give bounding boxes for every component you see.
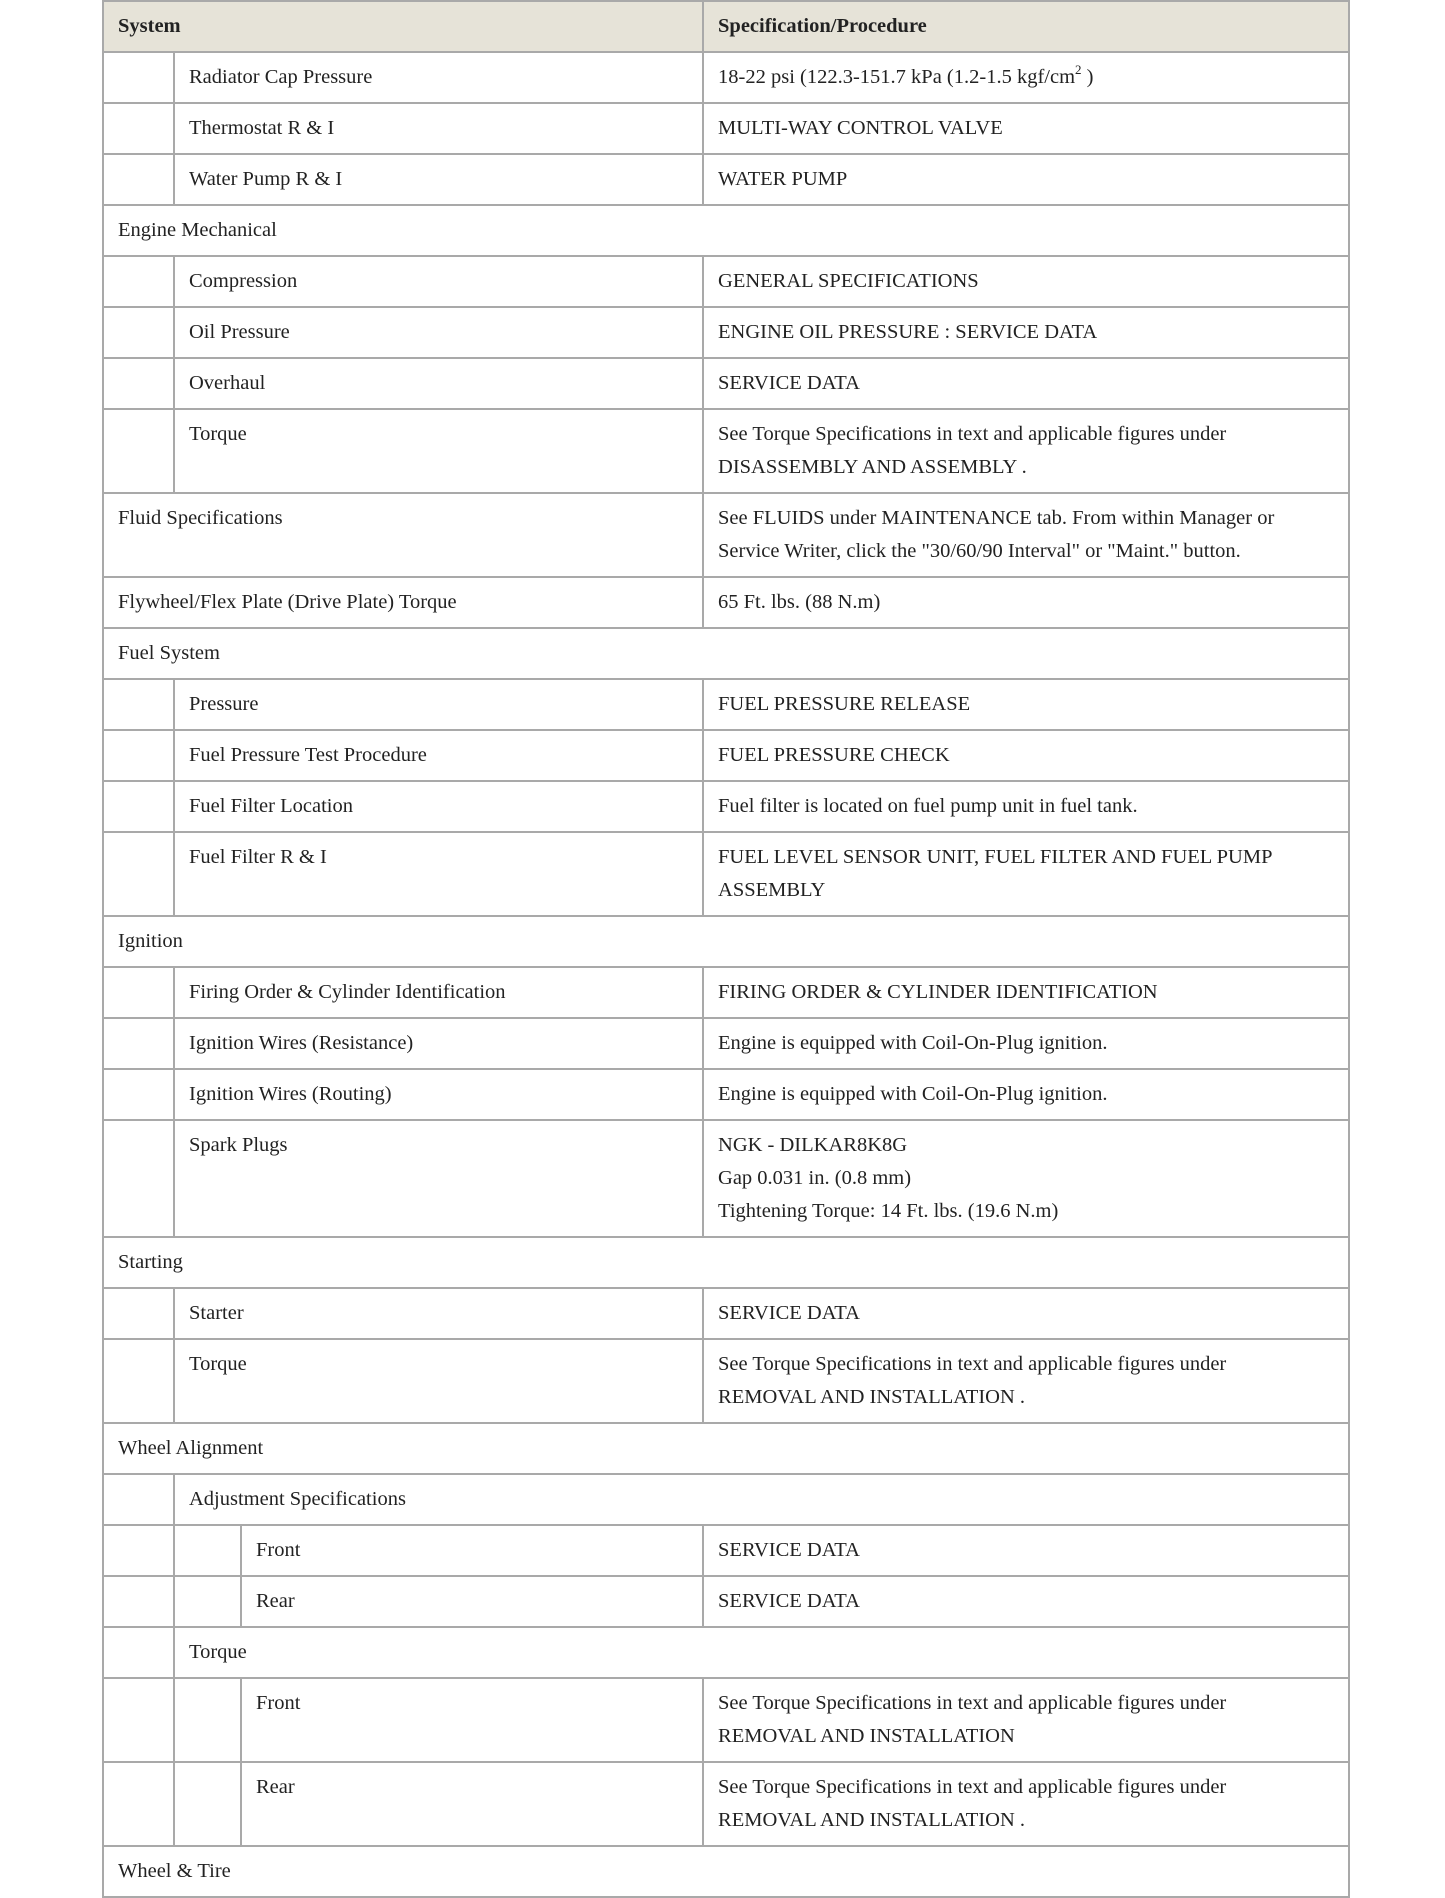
table-row	[103, 1120, 1349, 1237]
spec-cell	[703, 409, 1349, 493]
indent-cell	[103, 1120, 174, 1237]
table-row	[103, 52, 1349, 103]
spec-line-text: MULTI-WAY CONTROL VALVE	[718, 117, 1003, 139]
spec-line	[718, 874, 1334, 907]
indent-cell	[174, 1762, 241, 1846]
spec-line	[718, 61, 1334, 94]
spec-line	[718, 1534, 1334, 1567]
spec-line	[718, 790, 1334, 823]
spec-line	[718, 841, 1334, 874]
indent-cell	[103, 781, 174, 832]
spec-line	[718, 1078, 1334, 1111]
system-cell: Engine Mechanical	[103, 205, 1349, 256]
indent-cell	[103, 1525, 174, 1576]
system-cell: Wheel Alignment	[103, 1423, 1349, 1474]
table-row	[103, 781, 1349, 832]
table-row	[103, 103, 1349, 154]
system-cell: Fuel Filter R & I	[174, 832, 703, 916]
system-cell: Radiator Cap Pressure	[174, 52, 703, 103]
spec-cell	[703, 1678, 1349, 1762]
spec-line	[718, 265, 1334, 298]
spec-cell	[703, 154, 1349, 205]
indent-cell	[174, 1678, 241, 1762]
spec-line-text: Service Writer, click the "30/60/90 Interval" or "Maint." button.	[718, 540, 1241, 562]
spec-cell	[703, 577, 1349, 628]
system-cell: Pressure	[174, 679, 703, 730]
indent-cell	[103, 1576, 174, 1627]
system-cell: Fuel System	[103, 628, 1349, 679]
spec-cell	[703, 832, 1349, 916]
spec-line	[718, 1381, 1334, 1414]
system-cell: Front	[241, 1678, 703, 1762]
indent-cell	[103, 1474, 174, 1525]
indent-cell	[103, 1678, 174, 1762]
indent-cell	[103, 1762, 174, 1846]
indent-cell	[103, 1339, 174, 1423]
indent-cell	[103, 1069, 174, 1120]
system-cell: Front	[241, 1525, 703, 1576]
spec-cell	[703, 1120, 1349, 1237]
spec-line-text: Gap 0.031 in. (0.8 mm)	[718, 1167, 912, 1189]
table-row	[103, 1627, 1349, 1678]
table-row	[103, 1474, 1349, 1525]
indent-cell	[103, 52, 174, 103]
spec-cell	[703, 493, 1349, 577]
indent-cell	[103, 832, 174, 916]
spec-line-text: FUEL PRESSURE CHECK	[718, 744, 950, 766]
system-cell: Oil Pressure	[174, 307, 703, 358]
spec-cell	[703, 730, 1349, 781]
table-row	[103, 358, 1349, 409]
system-cell: Flywheel/Flex Plate (Drive Plate) Torque	[103, 577, 703, 628]
system-cell: Torque	[174, 409, 703, 493]
section-row	[103, 1423, 1349, 1474]
spec-line-text: DISASSEMBLY AND ASSEMBLY .	[718, 456, 1027, 478]
spec-line-text: Engine is equipped with Coil-On-Plug ignition.	[718, 1083, 1108, 1105]
system-cell: Rear	[241, 1576, 703, 1627]
spec-cell	[703, 1525, 1349, 1576]
section-row	[103, 916, 1349, 967]
spec-line-text: REMOVAL AND INSTALLATION .	[718, 1386, 1026, 1408]
spec-line	[718, 535, 1334, 568]
system-cell: Ignition Wires (Resistance)	[174, 1018, 703, 1069]
spec-suffix: )	[1081, 66, 1094, 88]
table-row	[103, 409, 1349, 493]
system-cell: Fuel Filter Location	[174, 781, 703, 832]
table-row	[103, 256, 1349, 307]
table-row	[103, 493, 1349, 577]
system-cell: Adjustment Specifications	[174, 1474, 1349, 1525]
table-row	[103, 1339, 1349, 1423]
table-row	[103, 1288, 1349, 1339]
spec-cell	[703, 967, 1349, 1018]
section-row	[103, 1846, 1349, 1897]
spec-cell	[703, 679, 1349, 730]
table-row	[103, 307, 1349, 358]
spec-line	[718, 586, 1334, 619]
spec-line	[718, 1348, 1334, 1381]
spec-line	[718, 1687, 1334, 1720]
spec-line-text: 65 Ft. lbs. (88 N.m)	[718, 591, 881, 613]
spec-line-text: SERVICE DATA	[718, 1539, 860, 1561]
system-cell: Compression	[174, 256, 703, 307]
table-row	[103, 679, 1349, 730]
indent-cell	[174, 1576, 241, 1627]
spec-cell	[703, 307, 1349, 358]
indent-cell	[103, 730, 174, 781]
spec-line	[718, 739, 1334, 772]
indent-cell	[103, 409, 174, 493]
system-column-header: System	[103, 1, 703, 52]
specification-table	[102, 0, 1350, 1898]
section-row	[103, 205, 1349, 256]
table-row	[103, 1762, 1349, 1846]
table-row	[103, 730, 1349, 781]
spec-line-text: See FLUIDS under MAINTENANCE tab. From within Manager or	[718, 507, 1275, 529]
spec-line-text: ASSEMBLY	[718, 879, 826, 901]
indent-cell	[103, 679, 174, 730]
indent-cell	[103, 1288, 174, 1339]
spec-line	[718, 316, 1334, 349]
system-cell: Fuel Pressure Test Procedure	[174, 730, 703, 781]
system-cell: Water Pump R & I	[174, 154, 703, 205]
table-row	[103, 832, 1349, 916]
spec-line	[718, 451, 1334, 484]
indent-cell	[103, 256, 174, 307]
indent-cell	[103, 307, 174, 358]
spec-line	[718, 688, 1334, 721]
spec-line-text: WATER PUMP	[718, 168, 848, 190]
spec-line-text: SERVICE DATA	[718, 372, 860, 394]
spec-line	[718, 1720, 1334, 1753]
spec-line-text: Engine is equipped with Coil-On-Plug ignition.	[718, 1032, 1108, 1054]
spec-line-text: See Torque Specifications in text and applicable figures under	[718, 1692, 1227, 1714]
table-row	[103, 967, 1349, 1018]
spec-line-text: Tightening Torque: 14 Ft. lbs. (19.6 N.m)	[718, 1200, 1059, 1222]
spec-line-text: See Torque Specifications in text and applicable figures under	[718, 1353, 1227, 1375]
spec-cell	[703, 1339, 1349, 1423]
spec-cell	[703, 1762, 1349, 1846]
spec-line	[718, 1162, 1334, 1195]
section-row	[103, 1237, 1349, 1288]
spec-line-text: 18-22 psi (122.3-151.7 kPa (1.2-1.5 kgf/cm	[718, 66, 1076, 88]
spec-line	[718, 1771, 1334, 1804]
spec-line-text: SERVICE DATA	[718, 1302, 860, 1324]
table-body	[103, 52, 1349, 1897]
spec-line-text: NGK - DILKAR8K8G	[718, 1134, 908, 1156]
spec-line	[718, 367, 1334, 400]
spec-line	[718, 1585, 1334, 1618]
indent-cell	[103, 103, 174, 154]
spec-line-text: REMOVAL AND INSTALLATION	[718, 1725, 1015, 1747]
table-header-row	[103, 1, 1349, 52]
system-cell: Starter	[174, 1288, 703, 1339]
spec-line-text: REMOVAL AND INSTALLATION .	[718, 1809, 1026, 1831]
system-cell: Overhaul	[174, 358, 703, 409]
system-cell: Torque	[174, 1339, 703, 1423]
spec-line	[718, 976, 1334, 1009]
indent-cell	[103, 358, 174, 409]
section-row	[103, 628, 1349, 679]
spec-line-text: GENERAL SPECIFICATIONS	[718, 270, 979, 292]
spec-cell	[703, 1018, 1349, 1069]
spec-line	[718, 1027, 1334, 1060]
system-cell: Ignition Wires (Routing)	[174, 1069, 703, 1120]
spec-line	[718, 502, 1334, 535]
spec-line-text: FUEL PRESSURE RELEASE	[718, 693, 971, 715]
spec-line-text: FUEL LEVEL SENSOR UNIT, FUEL FILTER AND FUEL PUMP	[718, 846, 1273, 868]
system-cell: Torque	[174, 1627, 1349, 1678]
spec-cell	[703, 256, 1349, 307]
indent-cell	[103, 1627, 174, 1678]
spec-line	[718, 1804, 1334, 1837]
spec-column-header: Specification/Procedure	[703, 1, 1349, 52]
system-cell: Ignition	[103, 916, 1349, 967]
table-row	[103, 1678, 1349, 1762]
spec-cell	[703, 781, 1349, 832]
system-cell: Spark Plugs	[174, 1120, 703, 1237]
spec-line-text: FIRING ORDER & CYLINDER IDENTIFICATION	[718, 981, 1158, 1003]
system-cell: Firing Order & Cylinder Identification	[174, 967, 703, 1018]
table-row	[103, 1069, 1349, 1120]
spec-line-text: SERVICE DATA	[718, 1590, 860, 1612]
table-row	[103, 1525, 1349, 1576]
spec-cell	[703, 52, 1349, 103]
spec-line	[718, 418, 1334, 451]
spec-line	[718, 1129, 1334, 1162]
system-cell: Wheel & Tire	[103, 1846, 1349, 1897]
table-row	[103, 577, 1349, 628]
spec-cell	[703, 1288, 1349, 1339]
table-row	[103, 154, 1349, 205]
spec-cell	[703, 103, 1349, 154]
superscript: 2	[1075, 62, 1082, 77]
spec-line-text: Fuel filter is located on fuel pump unit in fuel tank.	[718, 795, 1138, 817]
indent-cell	[174, 1525, 241, 1576]
spec-line	[718, 163, 1334, 196]
system-cell: Starting	[103, 1237, 1349, 1288]
spec-cell	[703, 1069, 1349, 1120]
system-cell: Rear	[241, 1762, 703, 1846]
system-cell: Fluid Specifications	[103, 493, 703, 577]
table-row	[103, 1576, 1349, 1627]
spec-line	[718, 1297, 1334, 1330]
indent-cell	[103, 967, 174, 1018]
spec-line-text: See Torque Specifications in text and applicable figures under	[718, 423, 1227, 445]
indent-cell	[103, 154, 174, 205]
spec-cell	[703, 358, 1349, 409]
spec-line	[718, 1195, 1334, 1228]
table-row	[103, 1018, 1349, 1069]
indent-cell	[103, 1018, 174, 1069]
spec-cell	[703, 1576, 1349, 1627]
spec-line	[718, 112, 1334, 145]
spec-line-text: See Torque Specifications in text and applicable figures under	[718, 1776, 1227, 1798]
system-cell: Thermostat R & I	[174, 103, 703, 154]
spec-line-text: ENGINE OIL PRESSURE : SERVICE DATA	[718, 321, 1098, 343]
